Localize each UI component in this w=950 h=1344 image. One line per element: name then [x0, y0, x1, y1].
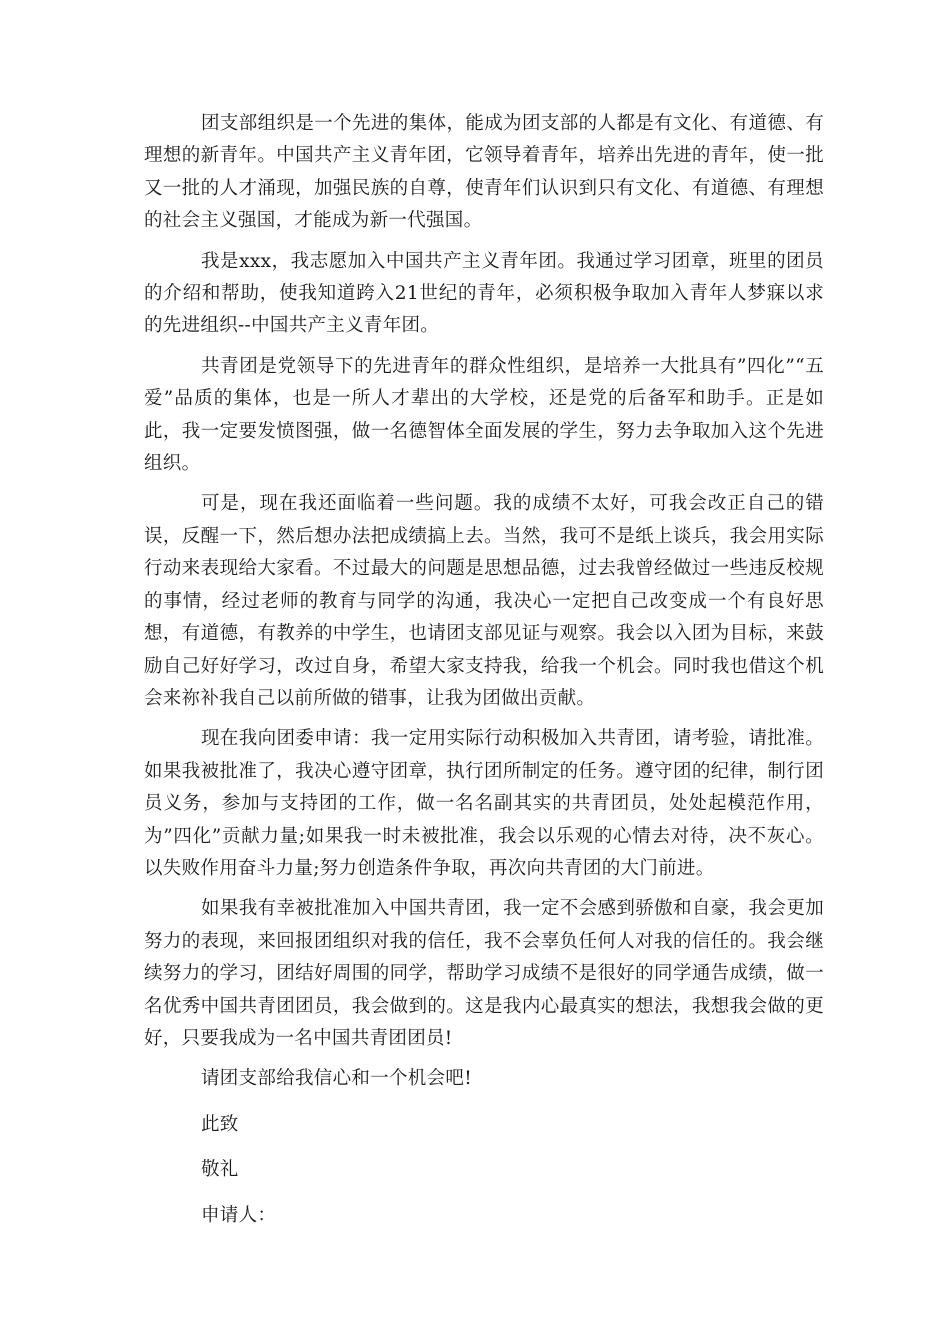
paragraph-2: 我是xxx，我志愿加入中国共产主义青年团。我通过学习团章，班里的团员的介绍和帮助，使我知道跨入21世纪的青年，必须积极争取加入青年人梦寐以求的先进组织--中国共产主义青年团。 [144, 250, 824, 337]
paragraph-5: 现在我向团委申请：我一定用实际行动积极加入共青团，请考验，请批准。如果我被批准了，我决心遵守团章，执行团所制定的任务。遵守团的纪律，制行团员义务，参加与支持团的工作，做一名名副其实的共青团员，处处起模范作用，为”四化”贡献力量;如果我一时未被批准，我会以乐观的心情去对待，决不灰心。以失败作用奋斗力量;努力创造条件争取，再次向共青团的大门前进。 [144, 728, 824, 879]
document-body [144, 108, 824, 1245]
paragraph-6: 如果我有幸被批准加入中国共青团，我一定不会感到骄傲和自豪，我会更加努力的表现，来回报团组织对我的信任，我不会辜负任何人对我的信任的。我会继续努力的学习，团结好周围的同学，帮助学习成绩不是很好的同学通告成绩，做一名优秀中国共青团团员，我会做到的。这是我内心最真实的想法，我想我会做的更好，只要我成为一名中国共青团团员! [144, 898, 824, 1049]
paragraph-4: 可是，现在我还面临着一些问题。我的成绩不太好，可我会改正自己的错误，反醒一下，然后想办法把成绩搞上去。当然，我可不是纸上谈兵，我会用实际行动来表现给大家看。不过最大的问题是思想品德，过去我曾经做过一些违反校规的事情，经过老师的教育与同学的沟通，我决心一定把自己改变成一个有良好思想，有道德，有教养的中学生，也请团支部见证与观察。我会以入团为目标，来鼓励自己好好学习，改过自身，希望大家支持我，给我一个机会。同时我也借这个机会来祢补我自己以前所做的错事，让我为团做出贡献。 [144, 493, 824, 709]
salutation-jingli: 敬礼 [201, 1159, 239, 1181]
signature-label: 申请人： [201, 1204, 277, 1226]
paragraph-1: 团支部组织是一个先进的集体，能成为团支部的人都是有文化、有道德、有理想的新青年。中国共产主义青年团，它领导着青年，培养出先进的青年，使一批又一批的人才涌现，加强民族的自尊，使青年们认识到只有文化、有道德、有理想的社会主义强国，才能成为新一代强国。 [144, 113, 824, 232]
salutation-cizhi: 此致 [201, 1113, 239, 1135]
closing-request: 请团支部给我信心和一个机会吧! [201, 1068, 472, 1090]
paragraph-3: 共青团是党领导下的先进青年的群众性组织，是培养一大批具有”四化”“五爱”品质的集体，也是一所人才辈出的大学校，还是党的后备军和助手。正是如此，我一定要发愤图强，做一名德智体全面发展的学生，努力去争取加入这个先进组织。 [144, 355, 824, 475]
